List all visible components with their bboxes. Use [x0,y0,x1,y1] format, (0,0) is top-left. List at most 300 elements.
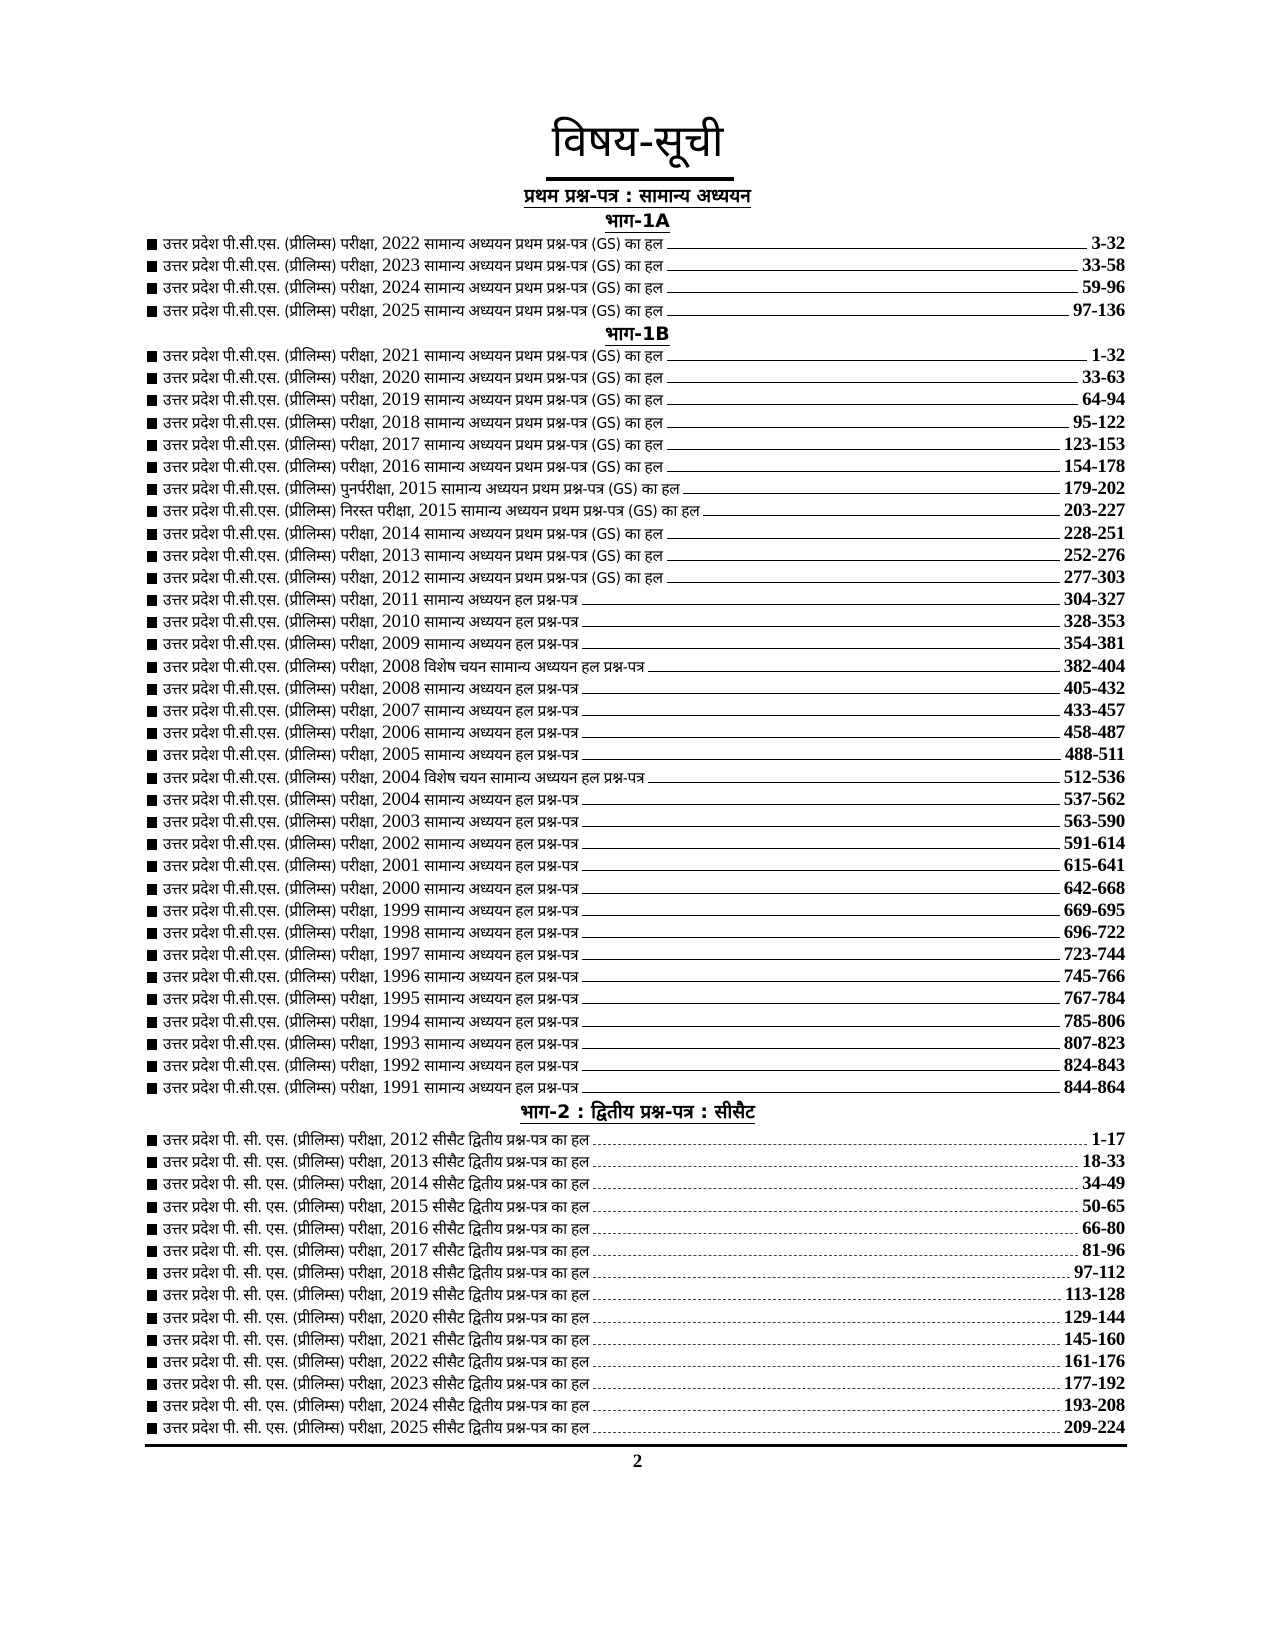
toc-entry-prefix: उत्तर प्रदेश पी.सी.एस. (प्रीलिम्स) परीक्षा, [163,391,378,410]
toc-entry-pages: 252-276 [1063,544,1125,566]
dot-leader [582,737,1060,738]
toc-entry-prefix: उत्तर प्रदेश पी.सी.एस. (प्रीलिम्स) परीक्षा, [163,812,378,831]
section-heading-text: भाग-2 : द्वितीय प्रश्न-पत्र : सीसैट [520,1101,755,1123]
toc-entry-title [163,1307,589,1329]
toc-entry-pages: 405-432 [1063,677,1125,699]
toc-entry-year: 2015 [390,1195,429,1217]
toc-entry[interactable] [147,389,1125,411]
toc-entry[interactable] [147,1055,1125,1077]
toc-entry-suffix: सामान्य अध्ययन प्रथम प्रश्न-पत्र (GS) का हल [424,435,663,454]
toc-entry-year: 2019 [382,389,420,411]
toc-entry-year: 2004 [382,766,420,788]
toc-entry-year: 2021 [382,345,420,366]
toc-entry[interactable] [147,700,1125,722]
toc-entry-prefix: उत्तर प्रदेश पी.सी.एस. (प्रीलिम्स) परीक्षा, [163,591,378,610]
toc-entry-title [163,966,578,988]
toc-entry[interactable] [147,1395,1125,1417]
toc-entry[interactable] [147,811,1125,833]
toc-entry-pages: 161-176 [1063,1350,1125,1372]
dot-leader [667,404,1079,405]
toc-entry-suffix: सामान्य अध्ययन हल प्रश्न-पत्र [424,1057,579,1075]
dot-leader [582,604,1060,605]
dot-leader [582,626,1060,627]
toc-entry-prefix: उत्तर प्रदेश पी.सी.एस. (प्रीलिम्स) परीक्षा, [163,679,378,698]
toc-entry-prefix: उत्तर प्रदेश पी.सी.एस. (प्रीलिम्स) परीक्षा, [163,635,378,654]
toc-entry[interactable] [147,545,1125,567]
square-bullet-icon [147,906,157,917]
toc-entry-prefix: उत्तर प्रदेश पी.सी.एस. (प्रीलिम्स) परीक्षा, [163,835,378,854]
toc-entry-year: 2020 [382,367,420,389]
toc-entry-year: 2017 [390,1239,429,1261]
toc-entry-suffix: सीसैट द्वितीय प्रश्न-पत्र का हल [432,1330,590,1349]
toc-entry[interactable] [147,1373,1125,1395]
section-heading-1b [0,323,1275,345]
toc-entry-prefix: उत्तर प्रदेश पी. सी. एस. (प्रीलिम्स) परीक्षा, [163,1352,387,1371]
toc-entry[interactable] [147,300,1125,322]
toc-entry[interactable] [147,523,1125,545]
toc-entry-title [163,700,578,722]
square-bullet-icon [147,462,157,473]
toc-entry-year: 2024 [382,277,420,299]
toc-entry-year: 2015 [418,500,457,522]
toc-entry-year: 1995 [382,988,420,1010]
toc-entry-pages: 193-208 [1063,1395,1125,1417]
toc-entry-year: 2016 [390,1217,429,1239]
toc-entry[interactable] [147,456,1125,478]
toc-entry-title [163,744,578,766]
toc-entry-suffix: सीसैट द्वितीय प्रश्न-पत्र का हल [432,1286,590,1305]
toc-entry-title [163,255,663,277]
toc-entry[interactable] [147,855,1125,877]
toc-entry-year: 2007 [382,700,420,721]
dot-leader [582,759,1061,760]
toc-entry[interactable] [147,233,1125,255]
toc-entry[interactable] [147,367,1125,389]
toc-entry-suffix: सामान्य अध्ययन हल प्रश्न-पत्र [424,1034,579,1053]
dot-leader [593,1166,1078,1167]
toc-entry-prefix: उत्तर प्रदेश पी. सी. एस. (प्रीलिम्स) परीक्षा, [163,1330,387,1349]
toc-entry-prefix: उत्तर प्रदेश पी.सी.एस. (प्रीलिम्स) परीक्षा, [163,702,378,720]
toc-entry-title [163,833,578,855]
toc-entry-year: 2023 [382,255,420,277]
toc-entry-title [163,589,578,611]
square-bullet-icon [147,1017,157,1028]
toc-entry-year: 1991 [382,1077,420,1099]
dot-leader [582,826,1060,827]
toc-entry[interactable] [147,988,1125,1010]
square-bullet-icon [147,795,157,806]
toc-entry-year: 2005 [382,744,420,766]
toc-entry-prefix: उत्तर प्रदेश पी. सी. एस. (प्रीलिम्स) परीक्षा, [163,1286,387,1305]
toc-entry[interactable] [147,1284,1125,1306]
dot-leader [582,915,1060,916]
toc-entry-suffix: सीसैट द्वितीय प्रश्न-पत्र का हल [432,1308,590,1327]
toc-entry-year: 2013 [390,1151,429,1173]
toc-entry[interactable] [147,611,1125,633]
toc-entry-suffix: विशेष चयन सामान्य अध्ययन हल प्रश्न-पत्र [424,768,645,787]
toc-entry[interactable] [147,1351,1125,1373]
toc-entry-suffix: सामान्य अध्ययन हल प्रश्न-पत्र [424,679,579,698]
toc-entry-prefix: उत्तर प्रदेश पी.सी.एस. (प्रीलिम्स) परीक्षा, [163,790,378,809]
dot-leader [667,471,1060,472]
toc-entry-year: 1998 [382,921,420,943]
toc-entry[interactable] [147,277,1125,299]
toc-entry[interactable] [147,412,1125,434]
toc-entry-year: 1999 [382,899,420,921]
dot-leader [667,248,1088,249]
toc-entry-pages: 615-641 [1063,855,1125,877]
dot-leader [667,538,1060,539]
dot-leader [667,360,1088,361]
toc-entry-prefix: उत्तर प्रदेश पी.सी.एस. (प्रीलिम्स) परीक्षा, [163,413,378,432]
toc-entry-pages: 382-404 [1063,655,1125,677]
toc-entry-title [163,678,578,700]
toc-entry[interactable] [147,900,1125,922]
dot-leader [667,560,1060,561]
toc-entry-prefix: उत्तर प्रदेश पी.सी.एस. (प्रीलिम्स) पुनर्परीक्षा, [163,480,395,499]
toc-entry-pages: 177-192 [1063,1373,1125,1395]
toc-entry-title [163,855,578,877]
toc-entry[interactable] [147,589,1125,611]
toc-entry-suffix: सीसैट द्वितीय प्रश्न-पत्र का हल [432,1197,590,1216]
toc-entry-title [163,1055,578,1077]
dot-leader [593,1299,1061,1300]
dot-leader [648,671,1060,672]
toc-entry-prefix: उत्तर प्रदेश पी.सी.एस. (प्रीलिम्स) परीक्षा, [163,1079,378,1098]
toc-entry-title [163,944,578,966]
dot-leader [593,1255,1078,1256]
toc-entry-prefix: उत्तर प्रदेश पी.सी.एस. (प्रीलिम्स) परीक्षा, [163,1057,378,1075]
toc-entry[interactable] [147,255,1125,277]
toc-entry-pages: 123-153 [1063,433,1125,455]
toc-entry-title [163,1351,589,1373]
toc-entry-prefix: उत्तर प्रदेश पी. सी. एस. (प्रीलिम्स) परीक्षा, [163,1175,387,1194]
toc-entry-title [163,300,663,322]
toc-entry-suffix: सामान्य अध्ययन प्रथम प्रश्न-पत्र (GS) का हल [424,568,663,587]
toc-entry[interactable] [147,633,1125,655]
toc-entry-pages: 33-58 [1082,255,1125,277]
toc-entry[interactable] [147,1307,1125,1329]
toc-entry-pages: 669-695 [1063,899,1125,921]
toc-entry-prefix: उत्तर प्रदेश पी.सी.एस. (प्रीलिम्स) परीक्षा, [163,457,378,476]
toc-entry-pages: 488-511 [1064,744,1125,766]
dot-leader [593,1344,1060,1345]
square-bullet-icon [147,1268,157,1279]
toc-entry[interactable] [147,744,1125,766]
toc-entry-year: 1992 [382,1055,420,1076]
toc-entry-prefix: उत्तर प्रदेश पी.सी.एस. (प्रीलिम्स) परीक्षा, [163,901,378,920]
page-title: विषय-सूची [551,116,724,167]
toc-entry-suffix: सीसैट द्वितीय प्रश्न-पत्र का हल [432,1352,590,1371]
toc-entry-suffix: सामान्य अध्ययन हल प्रश्न-पत्र [424,1012,579,1031]
toc-entry[interactable] [147,1011,1125,1033]
toc-entry[interactable] [147,500,1125,522]
square-bullet-icon [147,1423,157,1434]
toc-entry-pages: 458-487 [1063,722,1125,744]
toc-entry-title [163,988,578,1010]
toc-entry[interactable] [147,1151,1125,1173]
toc-entry-suffix: सामान्य अध्ययन प्रथम प्रश्न-पत्र (GS) का हल [460,502,700,521]
toc-entry-year: 2013 [382,544,420,566]
dot-leader [667,270,1079,271]
toc-entry-suffix: सामान्य अध्ययन प्रथम प्रश्न-पत्र (GS) का हल [424,369,663,388]
toc-entry-title [163,900,578,922]
toc-entry-title [163,1129,589,1151]
dot-leader [582,1092,1060,1093]
toc-entry[interactable] [147,922,1125,944]
toc-entry-suffix: सामान्य अध्ययन हल प्रश्न-पत्र [424,879,579,898]
toc-entry-title [163,523,663,545]
dot-leader [582,1070,1060,1071]
toc-entry-suffix: सामान्य अध्ययन हल प्रश्न-पत्र [424,946,579,965]
toc-entry[interactable] [147,567,1125,589]
toc-entry-prefix: उत्तर प्रदेश पी.सी.एस. (प्रीलिम्स) परीक्षा, [163,990,378,1009]
toc-entry-title [163,1417,589,1439]
toc-entry-prefix: उत्तर प्रदेश पी.सी.एस. (प्रीलिम्स) परीक्षा, [163,235,378,253]
toc-entry-pages: 767-784 [1063,988,1125,1010]
square-bullet-icon [147,484,157,495]
toc-entry-prefix: उत्तर प्रदेश पी. सी. एस. (प्रीलिम्स) परीक्षा, [163,1264,387,1283]
section-list-1b [147,345,1125,1099]
toc-entry-suffix: सीसैट द्वितीय प्रश्न-पत्र का हल [432,1241,590,1260]
toc-entry[interactable] [147,478,1125,500]
toc-entry-suffix: सामान्य अध्ययन हल प्रश्न-पत्र [424,724,579,743]
toc-entry-pages: 277-303 [1063,566,1125,588]
toc-entry-prefix: उत्तर प्रदेश पी.सी.एस. (प्रीलिम्स) परीक्षा, [163,724,378,743]
title-underline [546,177,734,181]
square-bullet-icon [147,573,157,584]
toc-entry-pages: 59-96 [1082,277,1125,299]
square-bullet-icon [147,551,157,562]
toc-entry[interactable] [147,789,1125,811]
toc-entry-year: 1993 [382,1032,420,1054]
toc-entry[interactable] [147,1262,1125,1284]
toc-entry-pages: 33-63 [1082,367,1125,389]
toc-entry-pages: 723-744 [1063,944,1125,966]
toc-entry-title [163,611,578,633]
toc-entry-title [163,456,663,478]
dot-leader [703,515,1059,516]
toc-entry-suffix: सामान्य अध्ययन प्रथम प्रश्न-पत्र (GS) का हल [424,524,663,543]
toc-entry-suffix: सीसैट द्वितीय प्रश्न-पत्र का हल [432,1131,590,1149]
square-bullet-icon [147,1157,157,1168]
toc-entry[interactable] [147,1240,1125,1262]
toc-entry-year: 2008 [382,655,420,677]
toc-entry-prefix: उत्तर प्रदेश पी.सी.एस. (प्रीलिम्स) परीक्षा, [163,369,378,388]
dot-leader [582,981,1060,982]
square-bullet-icon [147,884,157,895]
toc-entry-prefix: उत्तर प्रदेश पी.सी.एस. (प्रीलिम्स) परीक्षा, [163,568,378,587]
toc-entry-pages: 328-353 [1063,611,1125,633]
toc-entry-year: 2010 [382,611,420,633]
dot-leader [582,937,1060,938]
toc-entry[interactable] [147,833,1125,855]
toc-entry-suffix: सामान्य अध्ययन प्रथम प्रश्न-पत्र (GS) का हल [424,347,663,365]
toc-entry-year: 2014 [382,522,420,544]
footer-rule [145,1444,1127,1447]
dot-leader [648,782,1060,783]
toc-entry-pages: 696-722 [1063,921,1125,943]
toc-entry-prefix: उत्तर प्रदेश पी. सी. एस. (प्रीलिम्स) परीक्षा, [163,1219,387,1238]
toc-entry[interactable] [147,767,1125,789]
toc-entry-prefix: उत्तर प्रदेश पी.सी.एस. (प्रीलिम्स) परीक्षा, [163,1034,378,1053]
toc-entry-pages: 97-136 [1072,299,1125,321]
square-bullet-icon [147,684,157,695]
toc-entry-pages: 154-178 [1063,455,1125,477]
square-bullet-icon [147,1179,157,1190]
toc-entry-title [163,1262,589,1284]
toc-entry-suffix: सामान्य अध्ययन प्रथम प्रश्न-पत्र (GS) का हल [424,301,663,320]
toc-entry[interactable] [147,944,1125,966]
toc-entry-year: 2019 [390,1284,429,1306]
toc-entry[interactable] [147,966,1125,988]
dot-leader [593,1366,1060,1367]
toc-entry-pages: 433-457 [1063,700,1125,721]
toc-entry-title [163,656,644,678]
dot-leader [683,493,1059,494]
toc-entry-prefix: उत्तर प्रदेश पी. सी. एस. (प्रीलिम्स) परीक्षा, [163,1375,387,1394]
toc-entry-pages: 3-32 [1091,233,1125,254]
dot-leader [593,1388,1060,1389]
toc-entry-suffix: सामान्य अध्ययन प्रथम प्रश्न-पत्र (GS) का हल [424,235,663,253]
toc-entry[interactable] [147,1077,1125,1099]
toc-entry-title [163,767,644,789]
toc-entry-pages: 209-224 [1063,1417,1125,1439]
toc-entry-title [163,878,578,900]
toc-entry-prefix: उत्तर प्रदेश पी.सी.एस. (प्रीलिम्स) परीक्षा, [163,546,378,565]
dot-leader [593,1277,1070,1278]
toc-entry-year: 2023 [390,1373,429,1395]
dot-leader [582,693,1060,694]
toc-entry-suffix: सामान्य अध्ययन हल प्रश्न-पत्र [424,923,579,942]
toc-entry-suffix: सामान्य अध्ययन हल प्रश्न-पत्र [424,857,579,876]
toc-entry-pages: 18-33 [1082,1151,1125,1173]
paper-subtitle-text: प्रथम प्रश्न-पत्र : सामान्य अध्ययन [524,185,751,207]
toc-entry-pages: 64-94 [1082,389,1125,411]
toc-entry-prefix: उत्तर प्रदेश पी.सी.एस. (प्रीलिम्स) निरस्त परीक्षा, [163,502,415,521]
toc-entry-title [163,811,578,833]
toc-entry-pages: 591-614 [1063,833,1125,855]
dot-leader [667,427,1069,428]
toc-entry[interactable] [147,722,1125,744]
toc-entry-title [163,567,663,589]
toc-entry-title [163,722,578,744]
toc-entry[interactable] [147,678,1125,700]
toc-entry-title [163,633,578,655]
toc-entry-prefix: उत्तर प्रदेश पी. सी. एस. (प्रीलिम्स) परीक्षा, [163,1153,387,1172]
dot-leader [582,870,1060,871]
dot-leader [582,959,1060,960]
section-heading-text: भाग-1A [605,210,670,232]
square-bullet-icon [147,1335,157,1346]
toc-entry-suffix: सामान्य अध्ययन हल प्रश्न-पत्र [424,901,579,920]
toc-entry-prefix: उत्तर प्रदेश पी.सी.एस. (प्रीलिम्स) परीक्षा, [163,879,378,898]
dot-leader [582,715,1060,716]
toc-entry-suffix: सामान्य अध्ययन प्रथम प्रश्न-पत्र (GS) का हल [424,457,663,476]
dot-leader [582,848,1060,849]
toc-entry-year: 2011 [382,589,420,611]
toc-entry-year: 2022 [382,233,420,254]
toc-entry-year: 2025 [382,299,420,321]
square-bullet-icon [147,529,157,540]
dot-leader [582,804,1060,805]
toc-entry-year: 2015 [398,478,437,500]
toc-entry[interactable] [147,1329,1125,1351]
toc-entry[interactable] [147,656,1125,678]
toc-entry-title [163,1329,589,1351]
toc-entry-year: 2002 [382,833,420,855]
toc-entry-prefix: उत्तर प्रदेश पी.सी.एस. (प्रीलिम्स) परीक्षा, [163,347,378,365]
toc-entry-suffix: सामान्य अध्ययन प्रथम प्रश्न-पत्र (GS) का हल [424,391,663,410]
page-number: 2 [632,1451,643,1472]
square-bullet-icon [147,283,157,294]
toc-entry[interactable] [147,345,1125,367]
toc-entry-title [163,1033,578,1055]
toc-entry-suffix: सीसैट द्वितीय प्रश्न-पत्र का हल [432,1153,590,1172]
toc-entry-pages: 50-65 [1082,1195,1125,1217]
toc-entry[interactable] [147,1129,1125,1151]
toc-entry[interactable] [147,1417,1125,1439]
toc-entry-prefix: उत्तर प्रदेश पी. सी. एस. (प्रीलिम्स) परीक्षा, [163,1131,387,1149]
toc-entry[interactable] [147,1218,1125,1240]
square-bullet-icon [147,1246,157,1257]
toc-entry-suffix: सामान्य अध्ययन हल प्रश्न-पत्र [424,746,579,765]
toc-entry-pages: 824-843 [1063,1055,1125,1076]
toc-entry-prefix: उत्तर प्रदेश पी. सी. एस. (प्रीलिम्स) परीक्षा, [163,1241,387,1260]
toc-entry-suffix: सामान्य अध्ययन हल प्रश्न-पत्र [424,635,579,654]
toc-entry-pages: 129-144 [1063,1306,1125,1328]
toc-entry-pages: 807-823 [1063,1032,1125,1054]
toc-entry[interactable] [147,878,1125,900]
square-bullet-icon [147,595,157,606]
toc-entry-title [163,1218,589,1240]
toc-entry-title [163,367,663,389]
toc-entry-prefix: उत्तर प्रदेश पी.सी.एस. (प्रीलिम्स) परीक्षा, [163,279,378,298]
square-bullet-icon [147,706,157,717]
toc-entry-pages: 1-32 [1091,345,1125,366]
toc-entry-title [163,412,663,434]
toc-entry-pages: 512-536 [1063,766,1125,788]
toc-entry-prefix: उत्तर प्रदेश पी.सी.एस. (प्रीलिम्स) परीक्षा, [163,746,378,765]
toc-entry-pages: 304-327 [1063,589,1125,611]
square-bullet-icon [147,928,157,939]
toc-entry-suffix: सामान्य अध्ययन हल प्रश्न-पत्र [424,835,579,854]
toc-entry-suffix: सामान्य अध्ययन हल प्रश्न-पत्र [424,812,579,831]
square-bullet-icon [147,506,157,517]
square-bullet-icon [147,662,157,673]
toc-entry-suffix: सामान्य अध्ययन प्रथम प्रश्न-पत्र (GS) का हल [424,257,663,276]
square-bullet-icon [147,1061,157,1072]
toc-entry[interactable] [147,1196,1125,1218]
toc-entry[interactable] [147,434,1125,456]
dot-leader [582,648,1060,649]
toc-entry-pages: 34-49 [1082,1173,1125,1195]
toc-entry[interactable] [147,1173,1125,1195]
toc-entry-pages: 179-202 [1063,478,1125,500]
toc-entry-pages: 563-590 [1063,810,1125,832]
toc-entry-title [163,233,663,255]
dot-leader [667,449,1060,450]
section-list-2 [147,1129,1125,1440]
toc-entry[interactable] [147,1033,1125,1055]
toc-entry-prefix: उत्तर प्रदेश पी.सी.एस. (प्रीलिम्स) परीक्षा, [163,301,378,320]
square-bullet-icon [147,994,157,1005]
toc-entry-year: 1997 [382,944,420,966]
toc-entry-year: 2000 [382,877,420,899]
square-bullet-icon [147,1135,157,1146]
square-bullet-icon [147,1313,157,1324]
toc-entry-title [163,345,663,367]
